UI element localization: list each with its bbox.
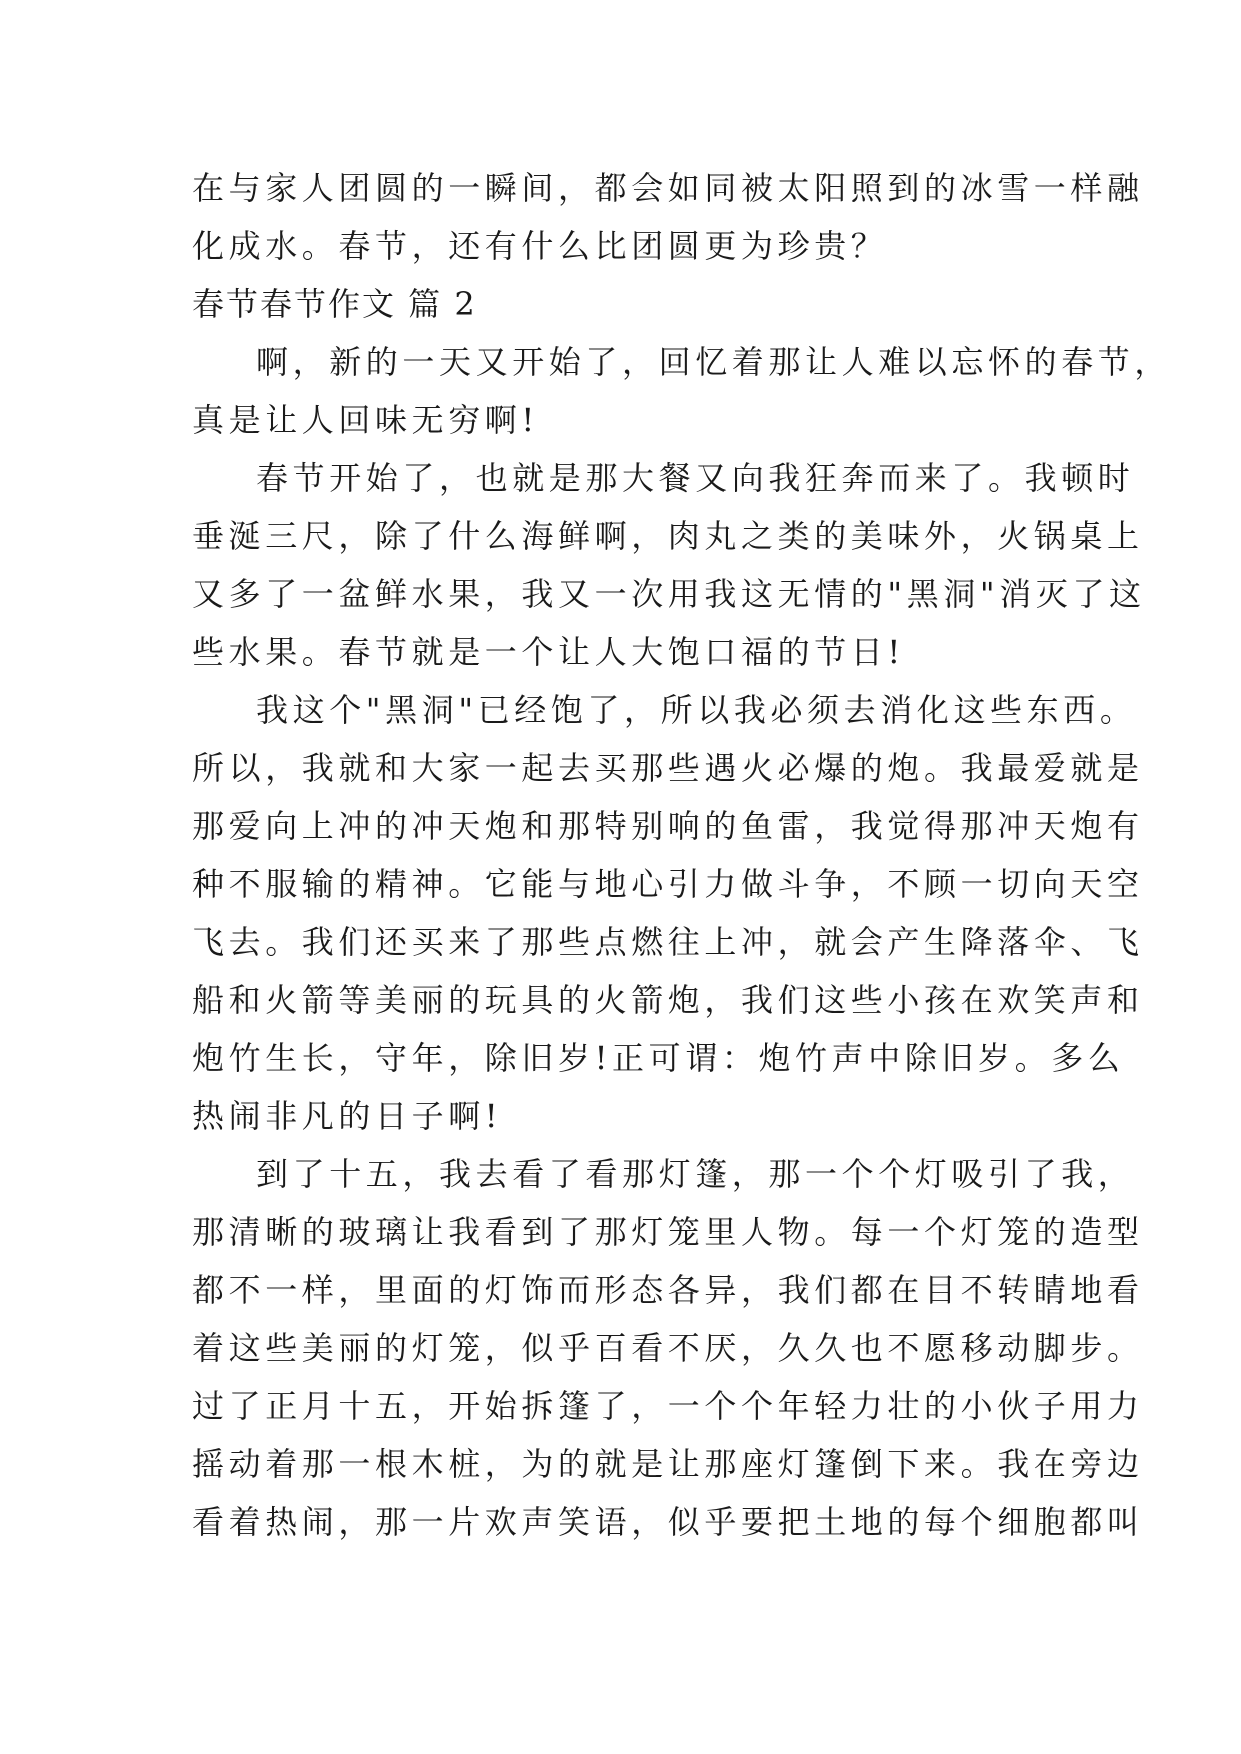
text-line: 飞去。我们还买来了那些点燃往上冲，就会产生降落伞、飞 xyxy=(192,923,1144,961)
text-line: 种不服输的精神。它能与地心引力做斗争，不顾一切向天空 xyxy=(192,865,1144,903)
text-line: 炮竹生长，守年，除旧岁!正可谓：炮竹声中除旧岁。多么 xyxy=(192,1039,1125,1077)
text-line: 着这些美丽的灯笼，似乎百看不厌，久久也不愿移动脚步。 xyxy=(192,1329,1144,1367)
text-line: 所以，我就和大家一起去买那些遇火必爆的炮。我最爱就是 xyxy=(192,749,1144,787)
text-line: 在与家人团圆的一瞬间，都会如同被太阳照到的冰雪一样融 xyxy=(192,169,1144,207)
text-line: 真是让人回味无穷啊! xyxy=(192,401,539,439)
text-line: 过了正月十五，开始拆篷了，一个个年轻力壮的小伙子用力 xyxy=(192,1387,1144,1425)
paragraph-first-line: 到了十五，我去看了看那灯篷，那一个个灯吸引了我， xyxy=(256,1155,1135,1193)
paragraph-first-line: 春节开始了，也就是那大餐又向我狂奔而来了。我顿时 xyxy=(256,459,1135,497)
text-line: 船和火箭等美丽的玩具的火箭炮，我们这些小孩在欢笑声和 xyxy=(192,981,1144,1019)
text-line: 垂涎三尺，除了什么海鲜啊，肉丸之类的美味外，火锅桌上 xyxy=(192,517,1144,555)
text-line: 看着热闹，那一片欢声笑语，似乎要把土地的每个细胞都叫 xyxy=(192,1503,1144,1541)
text-line: 都不一样，里面的灯饰而形态各异，我们都在目不转睛地看 xyxy=(192,1271,1144,1309)
text-line: 那清晰的玻璃让我看到了那灯笼里人物。每一个灯笼的造型 xyxy=(192,1213,1144,1251)
text-line: 摇动着那一根木桩，为的就是让那座灯篷倒下来。我在旁边 xyxy=(192,1445,1144,1483)
paragraph-first-line: 我这个"黑洞"已经饱了，所以我必须去消化这些东西。 xyxy=(256,691,1137,729)
section-heading: 春节春节作文 篇 2 xyxy=(192,285,477,323)
text-line: 化成水。春节，还有什么比团圆更为珍贵？ xyxy=(192,227,888,265)
text-line: 些水果。春节就是一个让人大饱口福的节日! xyxy=(192,633,905,671)
text-line: 热闹非凡的日子啊! xyxy=(192,1097,503,1135)
text-line: 又多了一盆鲜水果，我又一次用我这无情的"黑洞"消灭了这 xyxy=(192,575,1146,613)
text-line: 那爱向上冲的冲天炮和那特别响的鱼雷，我觉得那冲天炮有 xyxy=(192,807,1144,845)
paragraph-first-line: 啊，新的一天又开始了，回忆着那让人难以忘怀的春节， xyxy=(256,343,1172,381)
